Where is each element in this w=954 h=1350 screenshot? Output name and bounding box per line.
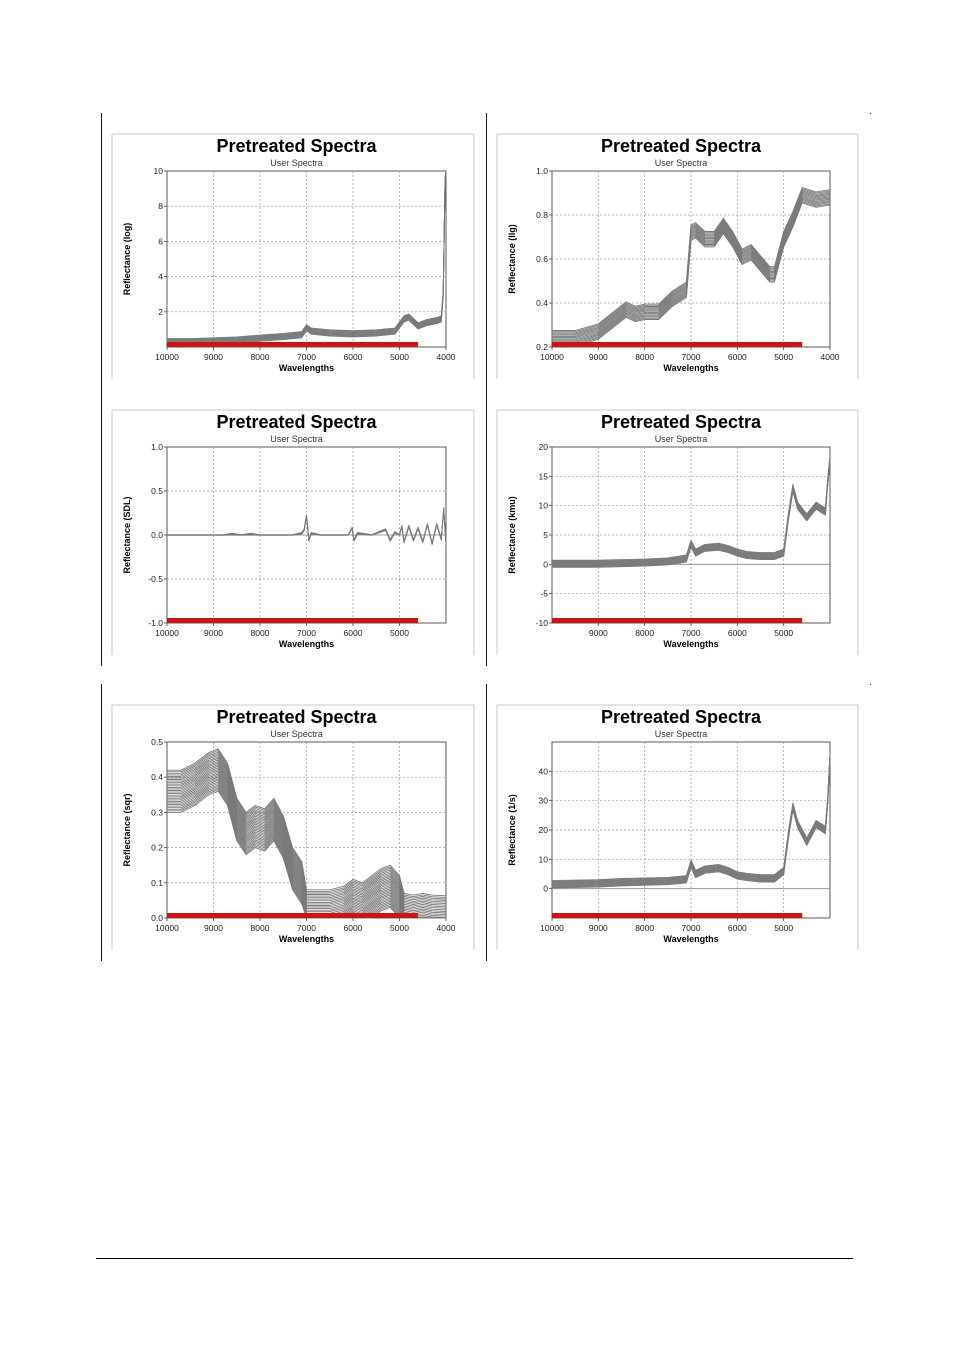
x-tick-label: 5000 <box>390 923 409 933</box>
x-axis-label: Wavelengths <box>278 934 335 944</box>
y-axis-label: Reflectance (sqr) <box>122 793 132 867</box>
chart-panel-log <box>102 114 486 390</box>
x-tick-label: 8000 <box>635 923 655 933</box>
selection-bar <box>167 342 418 347</box>
y-axis-label: Reflectance (log) <box>122 222 132 296</box>
x-tick-label: 7000 <box>297 923 316 933</box>
y-tick-label: 10 <box>538 854 548 865</box>
y-tick-label: 0.5 <box>151 486 163 496</box>
x-tick-label: 6000 <box>727 923 747 933</box>
x-tick-label: 5000 <box>390 628 409 638</box>
x-tick-label: 7000 <box>681 628 701 638</box>
x-tick-label: 9000 <box>204 352 223 362</box>
x-tick-label: 7000 <box>297 352 316 362</box>
y-tick-label: -1.0 <box>148 618 163 628</box>
y-tick-label: 10 <box>153 166 163 176</box>
x-tick-label: 6000 <box>343 352 363 362</box>
y-tick-label: 4 <box>158 271 163 282</box>
x-tick-label: 9000 <box>204 628 223 638</box>
y-tick-label: 40 <box>538 766 548 777</box>
y-tick-label: 0.0 <box>151 530 163 540</box>
y-tick-label: 0.6 <box>536 254 548 264</box>
chart-title: Pretreated Spectra <box>600 136 762 156</box>
x-tick-label: 10000 <box>155 923 179 933</box>
chart-llg <box>487 114 870 389</box>
chart-panel-sqr <box>102 685 486 961</box>
y-tick-label: 30 <box>538 795 548 806</box>
chart-title: Pretreated Spectra <box>216 707 377 727</box>
chart-sqr <box>102 685 486 960</box>
y-tick-label: 1.0 <box>536 166 548 176</box>
selection-bar <box>552 342 802 347</box>
chart-title: Pretreated Spectra <box>600 412 762 432</box>
x-tick-label: 6000 <box>727 352 747 362</box>
footer-rule <box>96 1258 853 1259</box>
y-tick-label: 5 <box>543 530 548 540</box>
x-axis-label: Wavelengths <box>663 934 719 944</box>
y-tick-label: 0.0 <box>151 913 163 923</box>
chart-panel-sdl <box>102 390 486 666</box>
x-tick-label: 7000 <box>297 628 316 638</box>
selection-bar <box>167 618 418 623</box>
chart-sdl <box>102 390 486 665</box>
x-tick-label: 9000 <box>588 352 608 362</box>
chart-subtitle: User Spectra <box>654 158 708 168</box>
chart-panel-inv <box>487 685 871 961</box>
y-axis-label: Reflectance (1/s) <box>507 794 517 866</box>
x-axis-label: Wavelengths <box>278 363 335 373</box>
x-tick-label: 5000 <box>774 923 794 933</box>
x-tick-label: 9000 <box>204 923 223 933</box>
chart-subtitle: User Spectra <box>270 434 323 444</box>
chart-subtitle: User Spectra <box>270 729 323 739</box>
y-tick-label: 20 <box>538 825 548 835</box>
chart-title: Pretreated Spectra <box>216 136 377 156</box>
x-tick-label: 8000 <box>635 628 655 638</box>
y-tick-label: 0.4 <box>536 298 548 308</box>
y-tick-label: 10 <box>538 500 548 511</box>
chart-inv <box>487 685 870 960</box>
x-tick-label: 7000 <box>681 352 701 362</box>
x-tick-label: 5000 <box>390 352 409 362</box>
chart-title: Pretreated Spectra <box>216 412 377 432</box>
y-tick-label: -5 <box>540 588 548 599</box>
y-tick-label: -10 <box>535 618 548 628</box>
y-tick-label: 1.0 <box>151 442 163 452</box>
chart-panel-kmu <box>487 390 871 666</box>
chart-title: Pretreated Spectra <box>600 707 762 727</box>
selection-bar <box>167 913 418 918</box>
x-tick-label: 6000 <box>727 628 747 638</box>
x-tick-label: 6000 <box>343 923 363 933</box>
x-tick-label: 10000 <box>155 352 179 362</box>
x-tick-label: 4000 <box>820 352 840 362</box>
y-axis-label: Reflectance (SDL) <box>122 496 132 574</box>
y-tick-label: 6 <box>158 236 163 247</box>
y-tick-label: 8 <box>158 201 163 212</box>
y-tick-label: 0.1 <box>151 877 163 888</box>
selection-bar <box>552 913 802 918</box>
x-tick-label: 8000 <box>250 352 270 362</box>
chart-log <box>102 114 486 389</box>
selection-bar <box>552 618 802 623</box>
x-axis-label: Wavelengths <box>663 639 719 649</box>
chart-subtitle: User Spectra <box>654 729 708 739</box>
x-axis-label: Wavelengths <box>663 363 719 373</box>
y-tick-label: 2 <box>158 306 163 317</box>
y-tick-label: 0.3 <box>151 807 163 818</box>
chart-subtitle: User Spectra <box>270 158 323 168</box>
x-tick-label: 9000 <box>588 628 608 638</box>
x-tick-label: 10000 <box>540 923 564 933</box>
x-tick-label: 10000 <box>155 628 179 638</box>
y-tick-label: -0.5 <box>148 574 163 584</box>
y-tick-label: 0.8 <box>536 210 548 220</box>
chart-panel-llg <box>487 114 871 390</box>
y-tick-label: 0.5 <box>151 737 163 747</box>
y-tick-label: 0.2 <box>151 842 163 853</box>
x-tick-label: 4000 <box>436 923 456 933</box>
x-tick-label: 4000 <box>436 352 456 362</box>
y-tick-label: 0 <box>543 883 548 894</box>
y-tick-label: 0 <box>543 559 548 570</box>
x-tick-label: 6000 <box>343 628 363 638</box>
x-tick-label: 8000 <box>250 628 270 638</box>
chart-subtitle: User Spectra <box>654 434 708 444</box>
x-tick-label: 8000 <box>635 352 655 362</box>
x-tick-label: 8000 <box>250 923 270 933</box>
x-axis-label: Wavelengths <box>278 639 335 649</box>
y-tick-label: 0.4 <box>151 772 163 783</box>
chart-kmu <box>487 390 870 665</box>
x-tick-label: 10000 <box>540 352 564 362</box>
x-tick-label: 7000 <box>681 923 701 933</box>
y-tick-label: 15 <box>538 471 548 482</box>
y-axis-label: Reflectance (llg) <box>507 224 517 294</box>
y-axis-label: Reflectance (kmu) <box>507 496 517 574</box>
y-tick-label: 0.2 <box>536 342 548 352</box>
x-tick-label: 5000 <box>774 352 794 362</box>
x-tick-label: 9000 <box>588 923 608 933</box>
x-tick-label: 5000 <box>774 628 794 638</box>
y-tick-label: 20 <box>538 442 548 452</box>
